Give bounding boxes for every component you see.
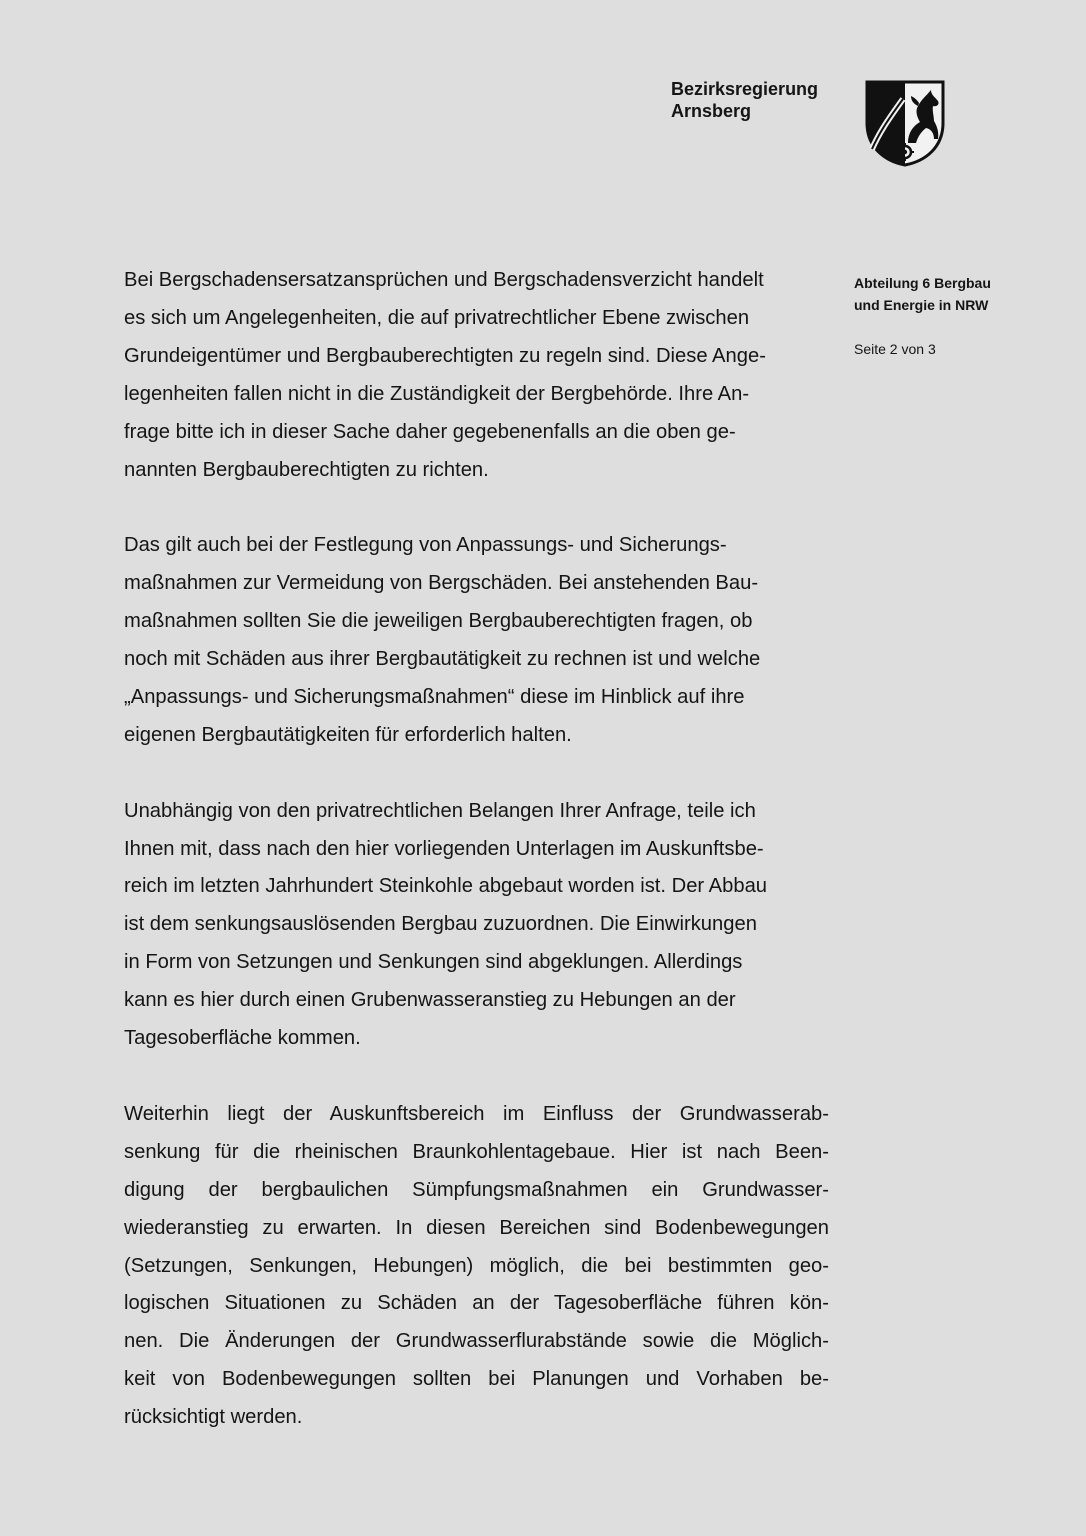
text-line: eigenen Bergbautätigkeiten für erforderlich halten. (124, 723, 572, 746)
text-line: Ihnen mit, dass nach den hier vorliegenden Unterlagen im Auskunftsbe- (124, 837, 764, 860)
letterhead (671, 78, 818, 122)
text-line: nen. Die Änderungen der Grundwasserflurabstände sowie die Möglich- (124, 1330, 829, 1353)
paragraph-1 (124, 262, 829, 489)
text-line: rücksichtigt werden. (124, 1406, 303, 1429)
paragraph-2 (124, 527, 829, 754)
department-line1: Abteilung 6 Bergbau (854, 275, 991, 291)
page-indicator: Seite 2 von 3 (854, 341, 936, 357)
text-line: keit von Bodenbewegungen sollten bei Planungen und Vorhaben be- (124, 1368, 829, 1391)
text-line: in Form von Setzungen und Senkungen sind abgeklungen. Allerdings (124, 951, 743, 974)
text-line: frage bitte ich in dieser Sache daher gegebenenfalls an die oben ge- (124, 420, 736, 443)
text-line: Das gilt auch bei der Festlegung von Anpassungs- und Sicherungs- (124, 534, 727, 557)
text-line: „Anpassungs- und Sicherungsmaßnahmen“ diese im Hinblick auf ihre (124, 685, 745, 708)
text-line: (Setzungen, Senkungen, Hebungen) möglich, die bei bestimmten geo- (124, 1254, 829, 1277)
department-line2: und Energie in NRW (854, 297, 989, 313)
text-line: nannten Bergbauberechtigten zu richten. (124, 458, 489, 481)
nrw-coat-of-arms-icon (864, 79, 946, 167)
paragraph-3 (124, 793, 829, 1058)
text-line: maßnahmen sollten Sie die jeweiligen Bergbauberechtigten fragen, ob (124, 610, 753, 633)
text-line: kann es hier durch einen Grubenwasseranstieg zu Hebungen an der (124, 989, 736, 1012)
text-line: logischen Situationen zu Schäden an der Tagesoberfläche führen kön- (124, 1292, 829, 1315)
text-line: Grundeigentümer und Bergbauberechtigten zu regeln sind. Diese Ange- (124, 344, 766, 367)
sidebar-info (854, 272, 1024, 360)
text-line: noch mit Schäden aus ihrer Bergbautätigkeit zu rechnen ist und welche (124, 648, 761, 671)
org-name-line2: Arnsberg (671, 101, 752, 121)
org-name-line1: Bezirksregierung (671, 79, 819, 99)
text-line: Bei Bergschadensersatzansprüchen und Bergschadensverzicht handelt (124, 269, 764, 291)
text-line: es sich um Angelegenheiten, die auf privatrechtlicher Ebene zwischen (124, 306, 750, 329)
paragraph-4 (124, 1096, 829, 1437)
text-line: legenheiten fallen nicht in die Zuständigkeit der Bergbehörde. Ihre An- (124, 382, 750, 405)
text-line: reich im letzten Jahrhundert Steinkohle abgebaut worden ist. Der Abbau (124, 875, 768, 898)
text-line: ist dem senkungsauslösenden Bergbau zuzuordnen. Die Einwirkungen (124, 913, 757, 936)
text-line: Unabhängig von den privatrechtlichen Belangen Ihrer Anfrage, teile ich (124, 799, 756, 822)
text-line: senkung für die rheinischen Braunkohlentagebaue. Hier ist nach Been- (124, 1140, 829, 1163)
text-line: Weiterhin liegt der Auskunftsbereich im Einfluss der Grundwasserab- (124, 1102, 829, 1125)
letter-body (124, 262, 829, 1475)
text-line: Tagesoberfläche kommen. (124, 1027, 361, 1050)
text-line: wiederanstieg zu erwarten. In diesen Bereichen sind Bodenbewegungen (124, 1216, 829, 1239)
text-line: digung der bergbaulichen Sümpfungsmaßnahmen ein Grundwasser- (124, 1178, 829, 1201)
text-line: maßnahmen zur Vermeidung von Bergschäden. Bei anstehenden Bau- (124, 572, 759, 595)
